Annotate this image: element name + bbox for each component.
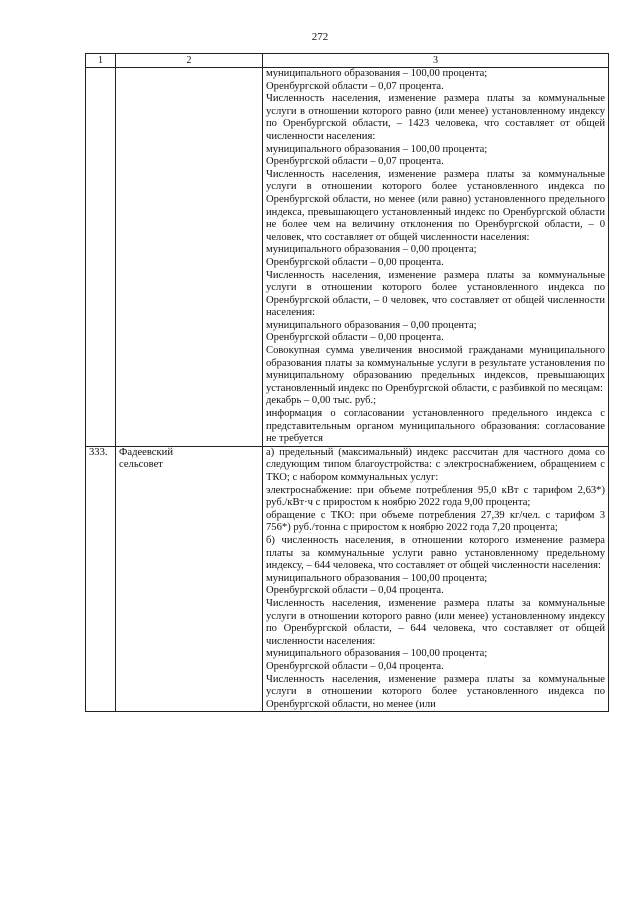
column-header-3: 3 (263, 54, 609, 68)
paragraph: Оренбургской области – 0,04 процента. (266, 660, 444, 672)
paragraph: Численность населения, изменение размера платы за коммунальные услуги в отношении которого равно (или менее) установленному индексу по Оренбургской области, – 1423 человека, что составляет от общей численности населения: (266, 93, 605, 142)
paragraph: Оренбургской области – 0,00 процента. (266, 332, 444, 344)
row-number-cell: 333. (86, 446, 116, 711)
municipality-name-line: Фадеевский (119, 446, 173, 458)
column-header-2: 2 (116, 54, 263, 68)
row-content-cell (263, 446, 609, 711)
paragraph: обращение с ТКО: при объеме потребления 27,39 кг/чел. с тарифом 3 756*) руб./тонна с приростом к ноябрю 2022 года 7,20 процента; (266, 509, 605, 534)
paragraph: а) предельный (максимальный) индекс рассчитан для частного дома со следующим типом благоустройства: с электроснабжением, обращением с ТКО; с набором коммунальных услуг: (266, 446, 605, 483)
paragraph: муниципального образования – 0,00 процента; (266, 244, 477, 256)
paragraph: информация о согласовании установленного предельного индекса с представительным органом муниципального образования: согласование не требуется (266, 408, 605, 445)
document-table (85, 53, 609, 712)
paragraph: муниципального образования – 0,00 процента; (266, 319, 477, 331)
row-name-cell (116, 446, 263, 711)
page-number: 272 (311, 31, 329, 43)
table-header-row (86, 54, 609, 68)
paragraph: муниципального образования – 100,00 процента; (266, 648, 488, 660)
paragraph: б) численность населения, в отношении которого изменение размера платы за коммунальные услуги равно установленному предельному индексу, – 644 человека, что составляет от общей численности населения: (266, 534, 605, 572)
paragraph: муниципального образования – 100,00 процента; (266, 68, 488, 79)
row-name-cell (116, 68, 263, 447)
paragraph: Численность населения, изменение размера платы за коммунальные услуги в отношении которого более установленного индекса по Оренбургской области, но менее (или равно) установленного предельного индекса, превышающего установленный индекс по Оренбургской области не более чем на величину отклонения по Оренбургской области, – 0 человек, что составляет от общей численности населения: (266, 168, 605, 243)
paragraph: Численность населения, изменение размера платы за коммунальные услуги в отношении которого более установленного индекса по Оренбургской области, но менее (или (266, 673, 605, 710)
table-row-333 (86, 446, 609, 711)
paragraph: Численность населения, изменение размера платы за коммунальные услуги в отношении которого равно (или менее) установленному индексу по Оренбургской области, – 644 человека, что составляет от общей численности населения: (266, 597, 605, 647)
paragraph: муниципального образования – 100,00 процента; (266, 143, 488, 155)
paragraph: Оренбургской области – 0,07 процента. (266, 156, 444, 168)
paragraph: Оренбургской области – 0,07 процента. (266, 80, 444, 92)
column-header-1: 1 (86, 54, 116, 68)
paragraph: муниципального образования – 100,00 процента; (266, 572, 488, 584)
row-content-cell (263, 68, 609, 447)
table-row-continued (86, 68, 609, 447)
municipality-name-line: сельсовет (119, 459, 163, 471)
paragraph: декабрь – 0,00 тыс. руб.; (266, 395, 377, 407)
paragraph: Численность населения, изменение размера платы за коммунальные услуги в отношении которого более установленного индекса по Оренбургской области, – 0 человек, что составляет от общей численности населения: (266, 269, 605, 319)
paragraph: Оренбургской области – 0,04 процента. (266, 585, 444, 597)
paragraph: Совокупная сумма увеличения вносимой гражданами муниципального образования платы за коммунальные услуги в результате установления по муниципальному образованию предельных индексов, превышающих установленный индекс по Оренбургской области, с разбивкой по месяцам: (266, 345, 605, 394)
paragraph: электроснабжение: при объеме потребления 95,0 кВт с тарифом 2,63*) руб./кВт·ч с приростом к ноябрю 2022 года 9,00 процента; (266, 484, 605, 509)
row-number-cell (86, 68, 116, 447)
paragraph: Оренбургской области – 0,00 процента. (266, 256, 444, 268)
